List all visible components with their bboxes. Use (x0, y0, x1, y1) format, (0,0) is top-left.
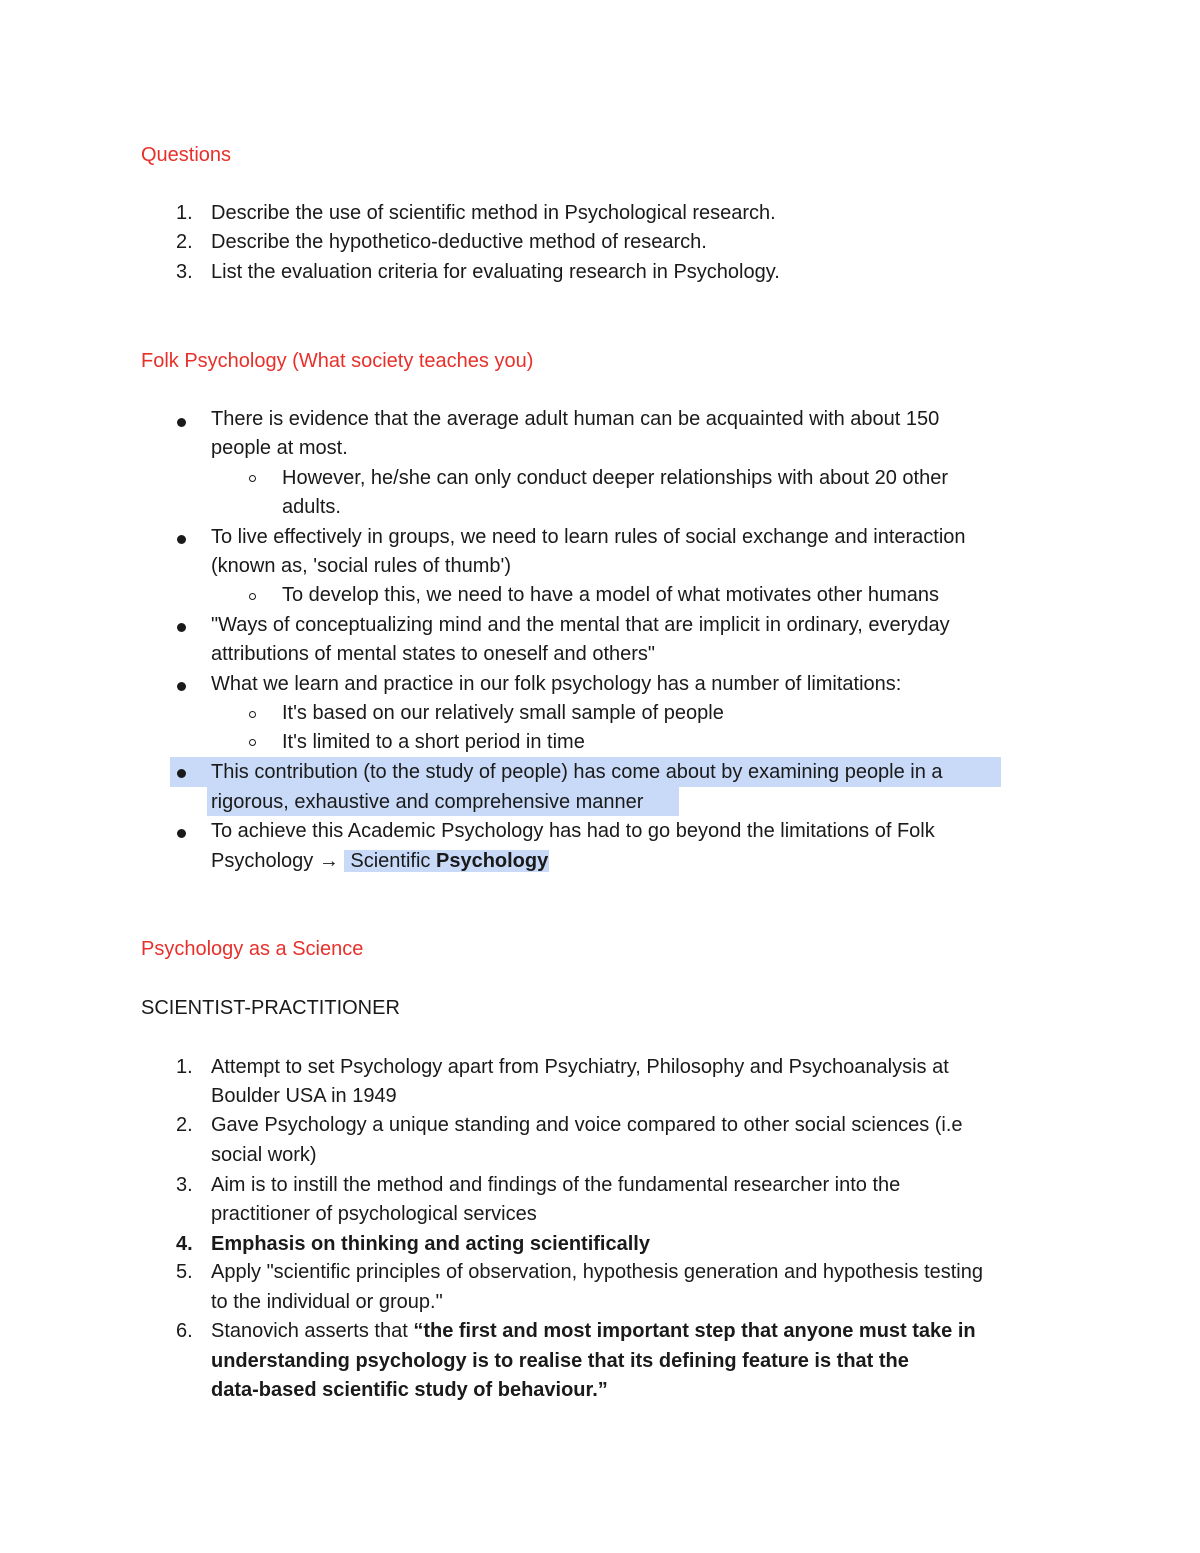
scientist-practitioner-subheading: SCIENTIST-PRACTITIONER (141, 997, 400, 1019)
bullet-text: This contribution (to the study of people) has come about by examining people in a (211, 761, 943, 783)
bullet-text: To live effectively in groups, we need to learn rules of social exchange and interaction (211, 526, 966, 548)
bullet-text: (known as, 'social rules of thumb') (211, 555, 511, 577)
sub-bullet-icon (249, 475, 256, 482)
list-number: 2. (176, 231, 193, 253)
list-item: Gave Psychology a unique standing and voice compared to other social sciences (i.e (211, 1114, 963, 1136)
bullet-icon (177, 623, 186, 632)
quote-bold: “the first and most important step that anyone must take in (413, 1320, 976, 1342)
arrow-text: Psychology → (211, 850, 345, 872)
sub-bullet-text: To develop this, we need to have a model of what motivates other humans (282, 584, 940, 606)
bullet-icon (177, 418, 186, 427)
list-number: 4. (176, 1233, 193, 1255)
list-number: 5. (176, 1261, 193, 1283)
list-item: to the individual or group." (211, 1291, 443, 1313)
list-number: 6. (176, 1320, 193, 1342)
bullet-icon (177, 682, 186, 691)
bullet-text (211, 846, 549, 876)
highlighted-text (344, 850, 549, 872)
sub-bullet-text: However, he/she can only conduct deeper relationships with about 20 other (282, 467, 948, 489)
sub-bullet-icon (249, 593, 256, 600)
list-item: List the evaluation criteria for evaluating research in Psychology. (211, 261, 780, 283)
bullet-text: rigorous, exhaustive and comprehensive manner (211, 791, 644, 813)
highlight-plain: Scientific (350, 850, 436, 872)
bullet-text: people at most. (211, 437, 348, 459)
sub-bullet-text: adults. (282, 496, 341, 518)
bullet-icon (177, 769, 186, 778)
list-item: Apply "scientific principles of observation, hypothesis generation and hypothesis testing (211, 1261, 983, 1283)
sub-bullet-text: It's limited to a short period in time (282, 731, 585, 753)
sub-bullet-text: It's based on our relatively small sample of people (282, 702, 724, 724)
list-number: 1. (176, 1056, 193, 1078)
list-item (211, 1316, 976, 1346)
list-item: Aim is to instill the method and findings of the fundamental researcher into the (211, 1174, 901, 1196)
science-heading: Psychology as a Science (141, 938, 364, 960)
bullet-text: There is evidence that the average adult human can be acquainted with about 150 (211, 408, 940, 430)
quote-intro: Stanovich asserts that (211, 1320, 414, 1342)
list-number: 3. (176, 261, 193, 283)
bullet-text: "Ways of conceptualizing mind and the mental that are implicit in ordinary, everyday (211, 614, 950, 636)
list-item: data-based scientific study of behaviour.” (211, 1379, 608, 1401)
sub-bullet-icon (249, 711, 256, 718)
bullet-text: To achieve this Academic Psychology has had to go beyond the limitations of Folk (211, 820, 935, 842)
bullet-text: attributions of mental states to oneself and others" (211, 643, 656, 665)
list-item: social work) (211, 1144, 317, 1166)
list-number: 3. (176, 1174, 193, 1196)
list-number: 1. (176, 202, 193, 224)
list-number: 2. (176, 1114, 193, 1136)
list-item: practitioner of psychological services (211, 1203, 537, 1225)
sub-bullet-icon (249, 739, 256, 746)
list-item: understanding psychology is to realise that its defining feature is that the (211, 1350, 909, 1372)
bullet-text: What we learn and practice in our folk psychology has a number of limitations: (211, 673, 902, 695)
list-item: Boulder USA in 1949 (211, 1085, 397, 1107)
list-item: Emphasis on thinking and acting scientifically (211, 1233, 650, 1255)
bullet-icon (177, 829, 186, 838)
questions-heading: Questions (141, 144, 232, 166)
list-item: Attempt to set Psychology apart from Psychiatry, Philosophy and Psychoanalysis at (211, 1056, 949, 1078)
list-item: Describe the use of scientific method in Psychological research. (211, 202, 776, 224)
list-item: Describe the hypothetico-deductive method of research. (211, 231, 707, 253)
highlight-bold: Psychology (435, 850, 549, 872)
folk-psychology-heading: Folk Psychology (What society teaches you) (141, 350, 534, 372)
bullet-icon (177, 535, 186, 544)
